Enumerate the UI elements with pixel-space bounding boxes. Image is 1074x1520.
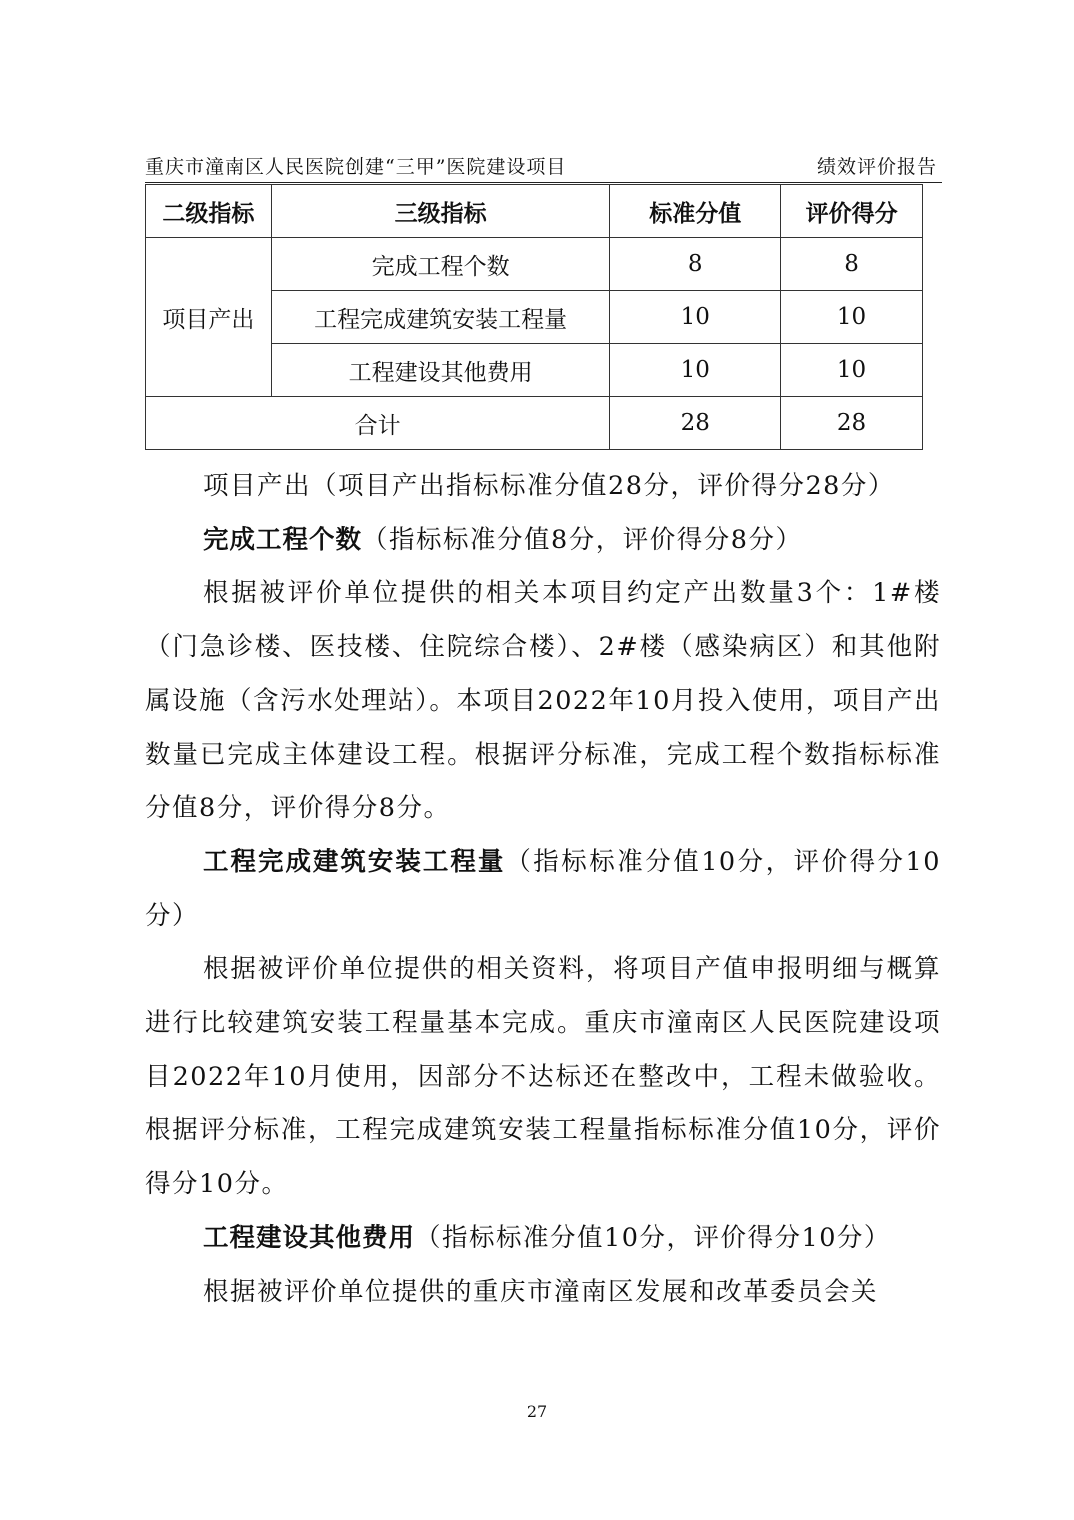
total-score-cell: 28 [781, 397, 923, 450]
body-text [145, 460, 941, 1319]
score-cell: 8 [781, 238, 923, 291]
heading-other-costs: 工程建设其他费用 [203, 1222, 416, 1253]
paragraph-other-costs: 根据被评价单位提供的重庆市潼南区发展和改革委员会关 [203, 1276, 879, 1307]
paragraph-installation: 根据被评价单位提供的相关资料，将项目产值申报明细与概算进行比较建筑安装工程量基本完成。重庆市潼南区人民医院建设项目2022年10月使用，因部分不达标还在整改中，工程未做验收。根据评分标准，工程完成建筑安装工程量指标标准分值10分，评价得分10分。 [145, 954, 941, 1200]
paragraph-output-summary: 项目产出（项目产出指标标准分值28分，评价得分28分） [203, 471, 895, 501]
indicator-cell: 工程完成建筑安装工程量 [271, 291, 610, 344]
header-report-title: 绩效评价报告 [816, 156, 937, 178]
score-table [145, 184, 923, 450]
paragraph-completed-count: 根据被评价单位提供的相关本项目约定产出数量3个：1#楼（门急诊楼、医技楼、住院综合楼）、2#楼（感染病区）和其他附属设施（含污水处理站）。本项目2022年10月投入使用，项目产出数量已完成主体建设工程。根据评分标准，完成工程个数指标标准分值8分，评价得分8分。 [145, 578, 941, 824]
heading-completed-count-detail: （指标标准分值8分，评价得分8分） [362, 524, 803, 555]
table-header-row [146, 185, 923, 238]
indicator-cell: 工程建设其他费用 [271, 344, 610, 397]
table-row [146, 238, 923, 291]
standard-cell: 10 [610, 291, 781, 344]
heading-installation-detail: （指标标准分值10分，评价得分10分） [145, 846, 941, 931]
group-label-cell: 项目产出 [146, 238, 272, 397]
table-total-row [146, 397, 923, 450]
indicator-cell: 完成工程个数 [271, 238, 610, 291]
total-label-cell: 合计 [146, 397, 610, 450]
score-cell: 10 [781, 291, 923, 344]
header-project-title: 重庆市潼南区人民医院创建“三甲”医院建设项目 [145, 156, 567, 178]
standard-cell: 8 [610, 238, 781, 291]
heading-installation: 工程完成建筑安装工程量 [203, 846, 506, 877]
total-standard-cell: 28 [610, 397, 781, 450]
standard-cell: 10 [610, 344, 781, 397]
paragraph-completed-count-heading [145, 514, 941, 568]
page-number: 27 [526, 1402, 548, 1421]
header-cell-score: 评价得分 [781, 185, 923, 238]
header-rule [145, 182, 942, 183]
header-cell-standard: 标准分值 [610, 185, 781, 238]
page-header [145, 150, 937, 182]
header-cell-level2: 二级指标 [146, 185, 272, 238]
paragraph-other-costs-heading [145, 1212, 941, 1266]
heading-other-costs-detail: （指标标准分值10分，评价得分10分） [415, 1222, 891, 1253]
score-cell: 10 [781, 344, 923, 397]
paragraph-installation-heading [145, 836, 941, 943]
heading-completed-count: 完成工程个数 [203, 524, 363, 555]
header-cell-level3: 三级指标 [271, 185, 610, 238]
